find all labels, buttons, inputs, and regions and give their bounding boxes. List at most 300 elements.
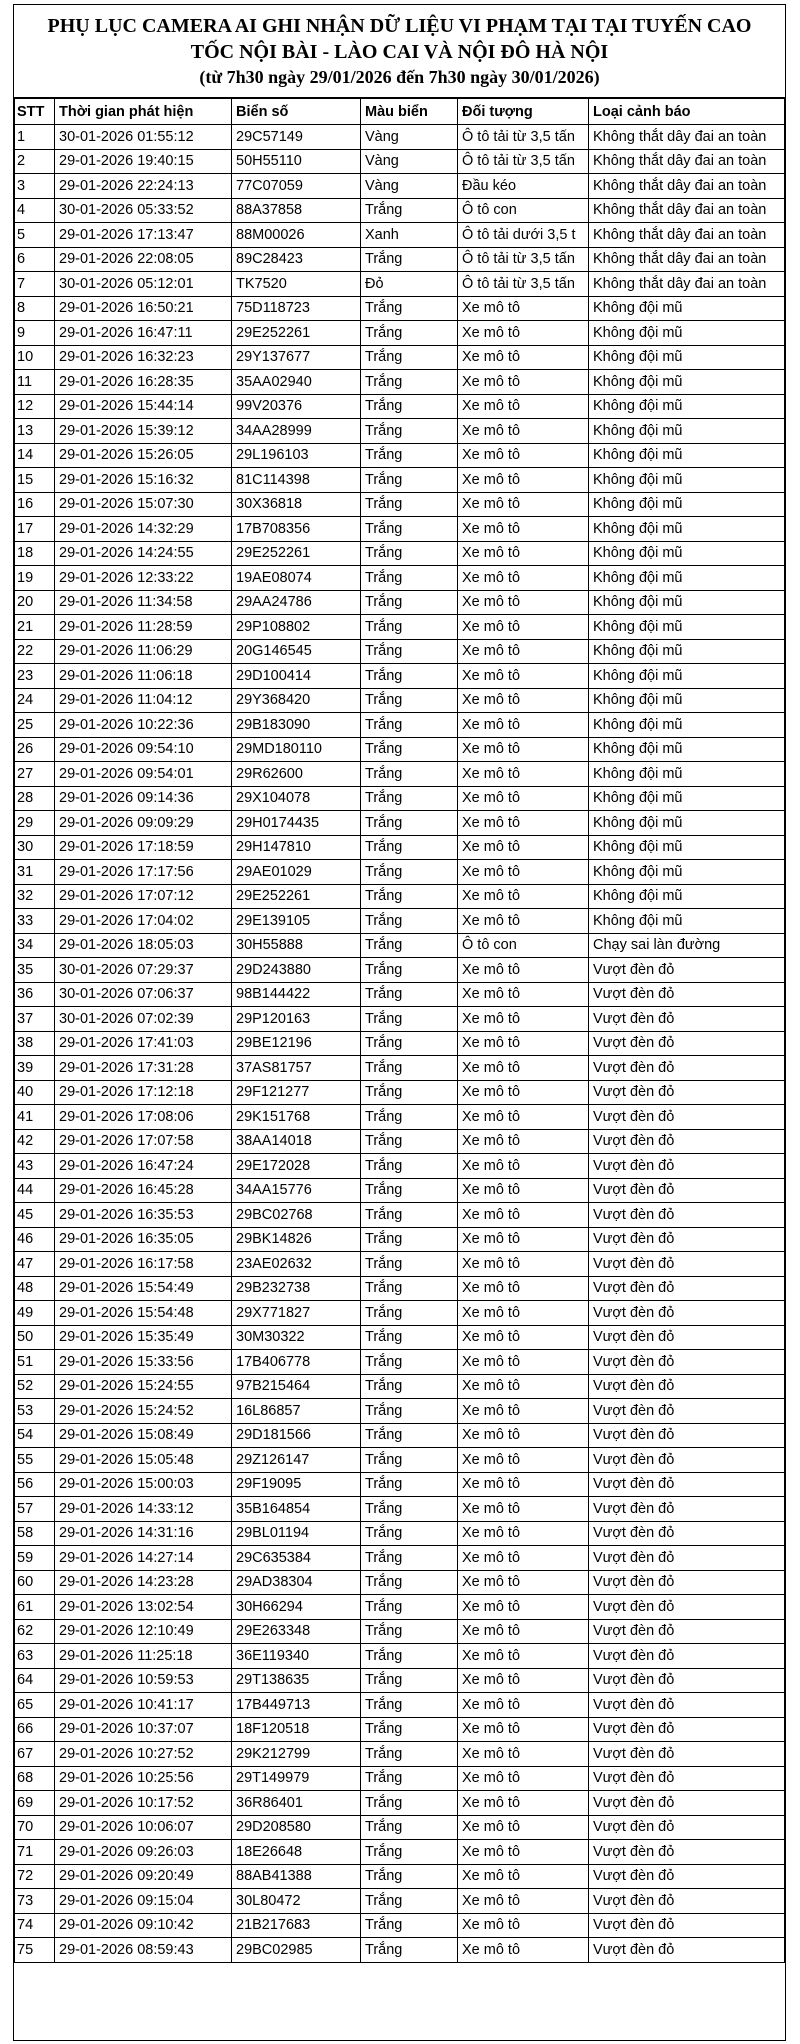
cell-plate: 29Y368420: [232, 688, 361, 713]
cell-violation: Vượt đèn đỏ: [589, 1668, 785, 1693]
cell-violation: Chạy sai làn đường: [589, 933, 785, 958]
cell-plate-color: Trắng: [361, 958, 458, 983]
table-row: [15, 1178, 785, 1203]
cell-plate-color: Trắng: [361, 1815, 458, 1840]
cell-violation: Vượt đèn đỏ: [589, 1889, 785, 1914]
cell-plate: 29D243880: [232, 958, 361, 983]
cell-plate-color: Trắng: [361, 1252, 458, 1277]
cell-plate-color: Trắng: [361, 1938, 458, 1963]
cell-stt: 53: [15, 1399, 55, 1424]
cell-vehicle: Xe mô tô: [458, 1693, 589, 1718]
cell-vehicle: Xe mô tô: [458, 664, 589, 689]
cell-stt: 73: [15, 1889, 55, 1914]
cell-plate: 29E172028: [232, 1154, 361, 1179]
cell-plate-color: Đỏ: [361, 272, 458, 297]
table-row: [15, 1227, 785, 1252]
cell-time: 29-01-2026 16:45:28: [55, 1178, 232, 1203]
column-header-time: Thời gian phát hiện: [55, 99, 232, 125]
cell-time: 29-01-2026 17:13:47: [55, 223, 232, 248]
cell-stt: 4: [15, 198, 55, 223]
table-row: [15, 590, 785, 615]
cell-stt: 11: [15, 370, 55, 395]
cell-plate-color: Vàng: [361, 174, 458, 199]
cell-violation: Vượt đèn đỏ: [589, 1203, 785, 1228]
cell-time: 29-01-2026 09:54:10: [55, 737, 232, 762]
table-row: [15, 1252, 785, 1277]
cell-stt: 54: [15, 1423, 55, 1448]
cell-plate-color: Trắng: [361, 1080, 458, 1105]
cell-violation: Vượt đèn đỏ: [589, 1619, 785, 1644]
cell-violation: Không thắt dây đai an toàn: [589, 223, 785, 248]
cell-plate-color: Trắng: [361, 1301, 458, 1326]
cell-time: 29-01-2026 11:34:58: [55, 590, 232, 615]
cell-plate: 17B449713: [232, 1693, 361, 1718]
cell-violation: Vượt đèn đỏ: [589, 982, 785, 1007]
cell-plate-color: Trắng: [361, 1791, 458, 1816]
cell-time: 29-01-2026 09:15:04: [55, 1889, 232, 1914]
cell-plate: 89C28423: [232, 247, 361, 272]
table-row: [15, 198, 785, 223]
table-row: [15, 1080, 785, 1105]
cell-stt: 6: [15, 247, 55, 272]
table-row: [15, 125, 785, 150]
cell-stt: 40: [15, 1080, 55, 1105]
cell-plate: 37AS81757: [232, 1056, 361, 1081]
table-row: [15, 1668, 785, 1693]
cell-plate-color: Trắng: [361, 811, 458, 836]
cell-vehicle: Xe mô tô: [458, 713, 589, 738]
cell-violation: Vượt đèn đỏ: [589, 1913, 785, 1938]
cell-plate-color: Trắng: [361, 1840, 458, 1865]
cell-stt: 22: [15, 639, 55, 664]
table-row: [15, 1203, 785, 1228]
table-row: [15, 443, 785, 468]
cell-vehicle: Ô tô tải dưới 3,5 t: [458, 223, 589, 248]
table-body: [15, 125, 785, 1963]
cell-violation: Không đội mũ: [589, 321, 785, 346]
cell-plate: 36R86401: [232, 1791, 361, 1816]
cell-time: 29-01-2026 12:33:22: [55, 566, 232, 591]
cell-time: 29-01-2026 10:37:07: [55, 1717, 232, 1742]
cell-violation: Vượt đèn đỏ: [589, 1178, 785, 1203]
cell-stt: 52: [15, 1374, 55, 1399]
cell-plate: 16L86857: [232, 1399, 361, 1424]
table-row: [15, 1889, 785, 1914]
cell-time: 30-01-2026 07:02:39: [55, 1007, 232, 1032]
cell-time: 29-01-2026 14:23:28: [55, 1570, 232, 1595]
cell-plate-color: Trắng: [361, 1203, 458, 1228]
cell-time: 29-01-2026 15:24:55: [55, 1374, 232, 1399]
cell-violation: Không đội mũ: [589, 590, 785, 615]
table-row: [15, 174, 785, 199]
cell-vehicle: Xe mô tô: [458, 1129, 589, 1154]
cell-stt: 1: [15, 125, 55, 150]
cell-plate-color: Trắng: [361, 370, 458, 395]
cell-plate: 17B708356: [232, 517, 361, 542]
cell-violation: Vượt đèn đỏ: [589, 1423, 785, 1448]
cell-plate-color: Trắng: [361, 762, 458, 787]
cell-time: 29-01-2026 17:17:56: [55, 860, 232, 885]
cell-violation: Vượt đèn đỏ: [589, 1717, 785, 1742]
cell-plate-color: Trắng: [361, 296, 458, 321]
cell-stt: 70: [15, 1815, 55, 1840]
cell-vehicle: Xe mô tô: [458, 1644, 589, 1669]
cell-plate-color: Trắng: [361, 419, 458, 444]
cell-plate: 29E252261: [232, 541, 361, 566]
cell-stt: 29: [15, 811, 55, 836]
column-header-stt: STT: [15, 99, 55, 125]
cell-plate: 29AD38304: [232, 1570, 361, 1595]
cell-vehicle: Xe mô tô: [458, 860, 589, 885]
cell-plate-color: Trắng: [361, 737, 458, 762]
cell-plate: 29L196103: [232, 443, 361, 468]
cell-stt: 5: [15, 223, 55, 248]
cell-violation: Vượt đèn đỏ: [589, 1227, 785, 1252]
cell-violation: Vượt đèn đỏ: [589, 1742, 785, 1767]
cell-plate: 29K151768: [232, 1105, 361, 1130]
cell-time: 29-01-2026 17:07:58: [55, 1129, 232, 1154]
cell-violation: Không đội mũ: [589, 884, 785, 909]
cell-vehicle: Xe mô tô: [458, 1938, 589, 1963]
cell-violation: Không đội mũ: [589, 345, 785, 370]
cell-plate-color: Trắng: [361, 468, 458, 493]
cell-plate: 20G146545: [232, 639, 361, 664]
cell-plate-color: Vàng: [361, 149, 458, 174]
table-row: [15, 1570, 785, 1595]
cell-vehicle: Xe mô tô: [458, 1889, 589, 1914]
cell-vehicle: Xe mô tô: [458, 982, 589, 1007]
cell-vehicle: Xe mô tô: [458, 1301, 589, 1326]
table-row: [15, 1497, 785, 1522]
table-row: [15, 541, 785, 566]
table-row: [15, 762, 785, 787]
cell-stt: 3: [15, 174, 55, 199]
cell-plate: 77C07059: [232, 174, 361, 199]
cell-plate-color: Trắng: [361, 1644, 458, 1669]
cell-plate: 29D181566: [232, 1423, 361, 1448]
cell-violation: Không đội mũ: [589, 492, 785, 517]
column-header-plate-color: Màu biển: [361, 99, 458, 125]
cell-time: 29-01-2026 15:16:32: [55, 468, 232, 493]
cell-vehicle: Xe mô tô: [458, 1864, 589, 1889]
cell-vehicle: Ô tô tải từ 3,5 tấn: [458, 272, 589, 297]
cell-violation: Không đội mũ: [589, 860, 785, 885]
cell-violation: Không đội mũ: [589, 419, 785, 444]
cell-time: 29-01-2026 09:09:29: [55, 811, 232, 836]
title-line-1: PHỤ LỤC CAMERA AI GHI NHẬN DỮ LIỆU VI PHẠM TẠI TẠI TUYẾN CAO: [47, 15, 752, 37]
cell-stt: 58: [15, 1521, 55, 1546]
cell-violation: Vượt đèn đỏ: [589, 958, 785, 983]
cell-stt: 25: [15, 713, 55, 738]
cell-time: 29-01-2026 16:35:05: [55, 1227, 232, 1252]
cell-time: 29-01-2026 15:54:49: [55, 1276, 232, 1301]
cell-violation: Không thắt dây đai an toàn: [589, 272, 785, 297]
cell-violation: Không thắt dây đai an toàn: [589, 247, 785, 272]
cell-plate: 29Z126147: [232, 1448, 361, 1473]
table-row: [15, 1129, 785, 1154]
cell-stt: 62: [15, 1619, 55, 1644]
cell-time: 29-01-2026 16:35:53: [55, 1203, 232, 1228]
cell-time: 29-01-2026 09:26:03: [55, 1840, 232, 1865]
cell-vehicle: Xe mô tô: [458, 1570, 589, 1595]
cell-violation: Vượt đèn đỏ: [589, 1252, 785, 1277]
cell-plate-color: Trắng: [361, 639, 458, 664]
cell-plate-color: Trắng: [361, 443, 458, 468]
table-row: [15, 1840, 785, 1865]
cell-violation: Không đội mũ: [589, 688, 785, 713]
cell-stt: 14: [15, 443, 55, 468]
cell-stt: 66: [15, 1717, 55, 1742]
cell-vehicle: Xe mô tô: [458, 1276, 589, 1301]
cell-plate: 29F19095: [232, 1472, 361, 1497]
cell-time: 29-01-2026 15:07:30: [55, 492, 232, 517]
cell-plate: 30M30322: [232, 1325, 361, 1350]
cell-violation: Vượt đèn đỏ: [589, 1374, 785, 1399]
cell-stt: 21: [15, 615, 55, 640]
cell-time: 29-01-2026 14:33:12: [55, 1497, 232, 1522]
cell-violation: Không đội mũ: [589, 517, 785, 542]
table-row: [15, 982, 785, 1007]
cell-vehicle: Xe mô tô: [458, 835, 589, 860]
cell-stt: 42: [15, 1129, 55, 1154]
cell-plate: 29X771827: [232, 1301, 361, 1326]
cell-time: 29-01-2026 17:07:12: [55, 884, 232, 909]
cell-violation: Không đội mũ: [589, 541, 785, 566]
cell-stt: 18: [15, 541, 55, 566]
table-row: [15, 296, 785, 321]
cell-time: 29-01-2026 11:25:18: [55, 1644, 232, 1669]
cell-plate-color: Trắng: [361, 1374, 458, 1399]
cell-time: 29-01-2026 10:17:52: [55, 1791, 232, 1816]
cell-violation: Không đội mũ: [589, 468, 785, 493]
cell-stt: 19: [15, 566, 55, 591]
table-row: [15, 394, 785, 419]
column-header-vehicle: Đối tượng: [458, 99, 589, 125]
cell-vehicle: Xe mô tô: [458, 541, 589, 566]
cell-violation: Vượt đèn đỏ: [589, 1791, 785, 1816]
table-row: [15, 492, 785, 517]
cell-plate: 30H66294: [232, 1595, 361, 1620]
cell-vehicle: Xe mô tô: [458, 1007, 589, 1032]
cell-stt: 72: [15, 1864, 55, 1889]
cell-vehicle: Xe mô tô: [458, 762, 589, 787]
cell-violation: Vượt đèn đỏ: [589, 1154, 785, 1179]
cell-time: 29-01-2026 15:26:05: [55, 443, 232, 468]
cell-plate-color: Trắng: [361, 1154, 458, 1179]
cell-time: 29-01-2026 10:06:07: [55, 1815, 232, 1840]
cell-plate: 99V20376: [232, 394, 361, 419]
cell-violation: Vượt đèn đỏ: [589, 1007, 785, 1032]
cell-plate-color: Trắng: [361, 1693, 458, 1718]
cell-time: 29-01-2026 15:24:52: [55, 1399, 232, 1424]
cell-plate-color: Trắng: [361, 1913, 458, 1938]
cell-violation: Không đội mũ: [589, 737, 785, 762]
cell-vehicle: Ô tô tải từ 3,5 tấn: [458, 247, 589, 272]
cell-time: 29-01-2026 16:17:58: [55, 1252, 232, 1277]
appendix-sheet: [13, 4, 786, 2041]
cell-stt: 35: [15, 958, 55, 983]
cell-plate: 29R62600: [232, 762, 361, 787]
cell-plate: 38AA14018: [232, 1129, 361, 1154]
table-row: [15, 1595, 785, 1620]
cell-time: 29-01-2026 18:05:03: [55, 933, 232, 958]
table-row: [15, 1448, 785, 1473]
table-row: [15, 1766, 785, 1791]
table-row: [15, 688, 785, 713]
cell-violation: Không thắt dây đai an toàn: [589, 174, 785, 199]
table-row: [15, 958, 785, 983]
cell-violation: Vượt đèn đỏ: [589, 1938, 785, 1963]
cell-plate: 29Y137677: [232, 345, 361, 370]
cell-time: 29-01-2026 15:35:49: [55, 1325, 232, 1350]
cell-vehicle: Xe mô tô: [458, 321, 589, 346]
cell-plate: 29D100414: [232, 664, 361, 689]
cell-vehicle: Xe mô tô: [458, 1619, 589, 1644]
cell-vehicle: Xe mô tô: [458, 443, 589, 468]
table-row: [15, 223, 785, 248]
cell-plate-color: Trắng: [361, 1325, 458, 1350]
cell-violation: Không đội mũ: [589, 835, 785, 860]
cell-plate: 29C57149: [232, 125, 361, 150]
cell-time: 29-01-2026 16:47:11: [55, 321, 232, 346]
table-row: [15, 566, 785, 591]
cell-vehicle: Xe mô tô: [458, 1203, 589, 1228]
cell-plate: 29D208580: [232, 1815, 361, 1840]
table-row: [15, 272, 785, 297]
cell-plate-color: Trắng: [361, 1717, 458, 1742]
cell-stt: 9: [15, 321, 55, 346]
cell-plate: 34AA28999: [232, 419, 361, 444]
table-row: [15, 909, 785, 934]
cell-plate: 50H55110: [232, 149, 361, 174]
cell-plate: 19AE08074: [232, 566, 361, 591]
cell-violation: Vượt đèn đỏ: [589, 1864, 785, 1889]
cell-vehicle: Xe mô tô: [458, 1766, 589, 1791]
cell-plate: 18E26648: [232, 1840, 361, 1865]
cell-time: 29-01-2026 16:28:35: [55, 370, 232, 395]
cell-plate-color: Trắng: [361, 860, 458, 885]
cell-time: 29-01-2026 10:25:56: [55, 1766, 232, 1791]
cell-plate-color: Trắng: [361, 1448, 458, 1473]
cell-violation: Vượt đèn đỏ: [589, 1497, 785, 1522]
cell-plate: 30X36818: [232, 492, 361, 517]
cell-plate-color: Trắng: [361, 786, 458, 811]
cell-vehicle: Xe mô tô: [458, 1374, 589, 1399]
table-row: [15, 1105, 785, 1130]
cell-plate: 88AB41388: [232, 1864, 361, 1889]
cell-time: 29-01-2026 11:06:29: [55, 639, 232, 664]
table-row: [15, 1938, 785, 1963]
cell-vehicle: Xe mô tô: [458, 1521, 589, 1546]
cell-stt: 67: [15, 1742, 55, 1767]
cell-plate-color: Trắng: [361, 688, 458, 713]
cell-violation: Không đội mũ: [589, 370, 785, 395]
cell-violation: Không thắt dây đai an toàn: [589, 149, 785, 174]
title-line-2: TỐC NỘI BÀI - LÀO CAI VÀ NỘI ĐÔ HÀ NỘI: [190, 41, 609, 63]
cell-time: 29-01-2026 15:00:03: [55, 1472, 232, 1497]
cell-time: 29-01-2026 09:20:49: [55, 1864, 232, 1889]
table-row: [15, 1791, 785, 1816]
cell-vehicle: Xe mô tô: [458, 884, 589, 909]
cell-time: 30-01-2026 07:06:37: [55, 982, 232, 1007]
table-row: [15, 884, 785, 909]
cell-stt: 59: [15, 1546, 55, 1571]
cell-violation: Vượt đèn đỏ: [589, 1105, 785, 1130]
table-row: [15, 247, 785, 272]
cell-time: 29-01-2026 17:31:28: [55, 1056, 232, 1081]
cell-time: 29-01-2026 17:08:06: [55, 1105, 232, 1130]
cell-plate: 29BC02768: [232, 1203, 361, 1228]
cell-stt: 56: [15, 1472, 55, 1497]
cell-stt: 13: [15, 419, 55, 444]
table-row: [15, 1717, 785, 1742]
cell-plate-color: Trắng: [361, 713, 458, 738]
cell-stt: 57: [15, 1497, 55, 1522]
cell-plate: 29BL01194: [232, 1521, 361, 1546]
cell-violation: Không đội mũ: [589, 713, 785, 738]
cell-time: 29-01-2026 15:44:14: [55, 394, 232, 419]
cell-vehicle: Xe mô tô: [458, 590, 589, 615]
cell-vehicle: Xe mô tô: [458, 1595, 589, 1620]
cell-stt: 15: [15, 468, 55, 493]
cell-vehicle: Xe mô tô: [458, 492, 589, 517]
cell-plate: 29B232738: [232, 1276, 361, 1301]
document-title: [14, 5, 785, 98]
cell-time: 29-01-2026 17:12:18: [55, 1080, 232, 1105]
cell-vehicle: Xe mô tô: [458, 1840, 589, 1865]
cell-plate: 29E139105: [232, 909, 361, 934]
table-row: [15, 639, 785, 664]
cell-plate-color: Trắng: [361, 1497, 458, 1522]
cell-vehicle: Xe mô tô: [458, 688, 589, 713]
cell-plate: 29P108802: [232, 615, 361, 640]
cell-stt: 41: [15, 1105, 55, 1130]
cell-plate-color: Trắng: [361, 1227, 458, 1252]
cell-plate-color: Trắng: [361, 1350, 458, 1375]
table-row: [15, 1521, 785, 1546]
cell-plate: 21B217683: [232, 1913, 361, 1938]
cell-plate-color: Trắng: [361, 1007, 458, 1032]
table-row: [15, 933, 785, 958]
cell-time: 29-01-2026 10:41:17: [55, 1693, 232, 1718]
table-row: [15, 1644, 785, 1669]
cell-vehicle: Ô tô con: [458, 198, 589, 223]
cell-violation: Vượt đèn đỏ: [589, 1766, 785, 1791]
cell-stt: 12: [15, 394, 55, 419]
cell-plate: 29H0174435: [232, 811, 361, 836]
cell-time: 29-01-2026 19:40:15: [55, 149, 232, 174]
cell-plate-color: Trắng: [361, 1668, 458, 1693]
cell-time: 29-01-2026 17:41:03: [55, 1031, 232, 1056]
cell-stt: 34: [15, 933, 55, 958]
cell-violation: Không thắt dây đai an toàn: [589, 198, 785, 223]
cell-plate: 97B215464: [232, 1374, 361, 1399]
cell-plate: 29H147810: [232, 835, 361, 860]
cell-plate-color: Trắng: [361, 615, 458, 640]
cell-stt: 28: [15, 786, 55, 811]
cell-plate: 29K212799: [232, 1742, 361, 1767]
cell-violation: Không đội mũ: [589, 786, 785, 811]
cell-violation: Không đội mũ: [589, 639, 785, 664]
table-row: [15, 1031, 785, 1056]
cell-plate: 34AA15776: [232, 1178, 361, 1203]
cell-stt: 20: [15, 590, 55, 615]
cell-violation: Vượt đèn đỏ: [589, 1080, 785, 1105]
cell-vehicle: Xe mô tô: [458, 296, 589, 321]
table-row: [15, 615, 785, 640]
cell-plate-color: Trắng: [361, 1595, 458, 1620]
cell-vehicle: Xe mô tô: [458, 786, 589, 811]
